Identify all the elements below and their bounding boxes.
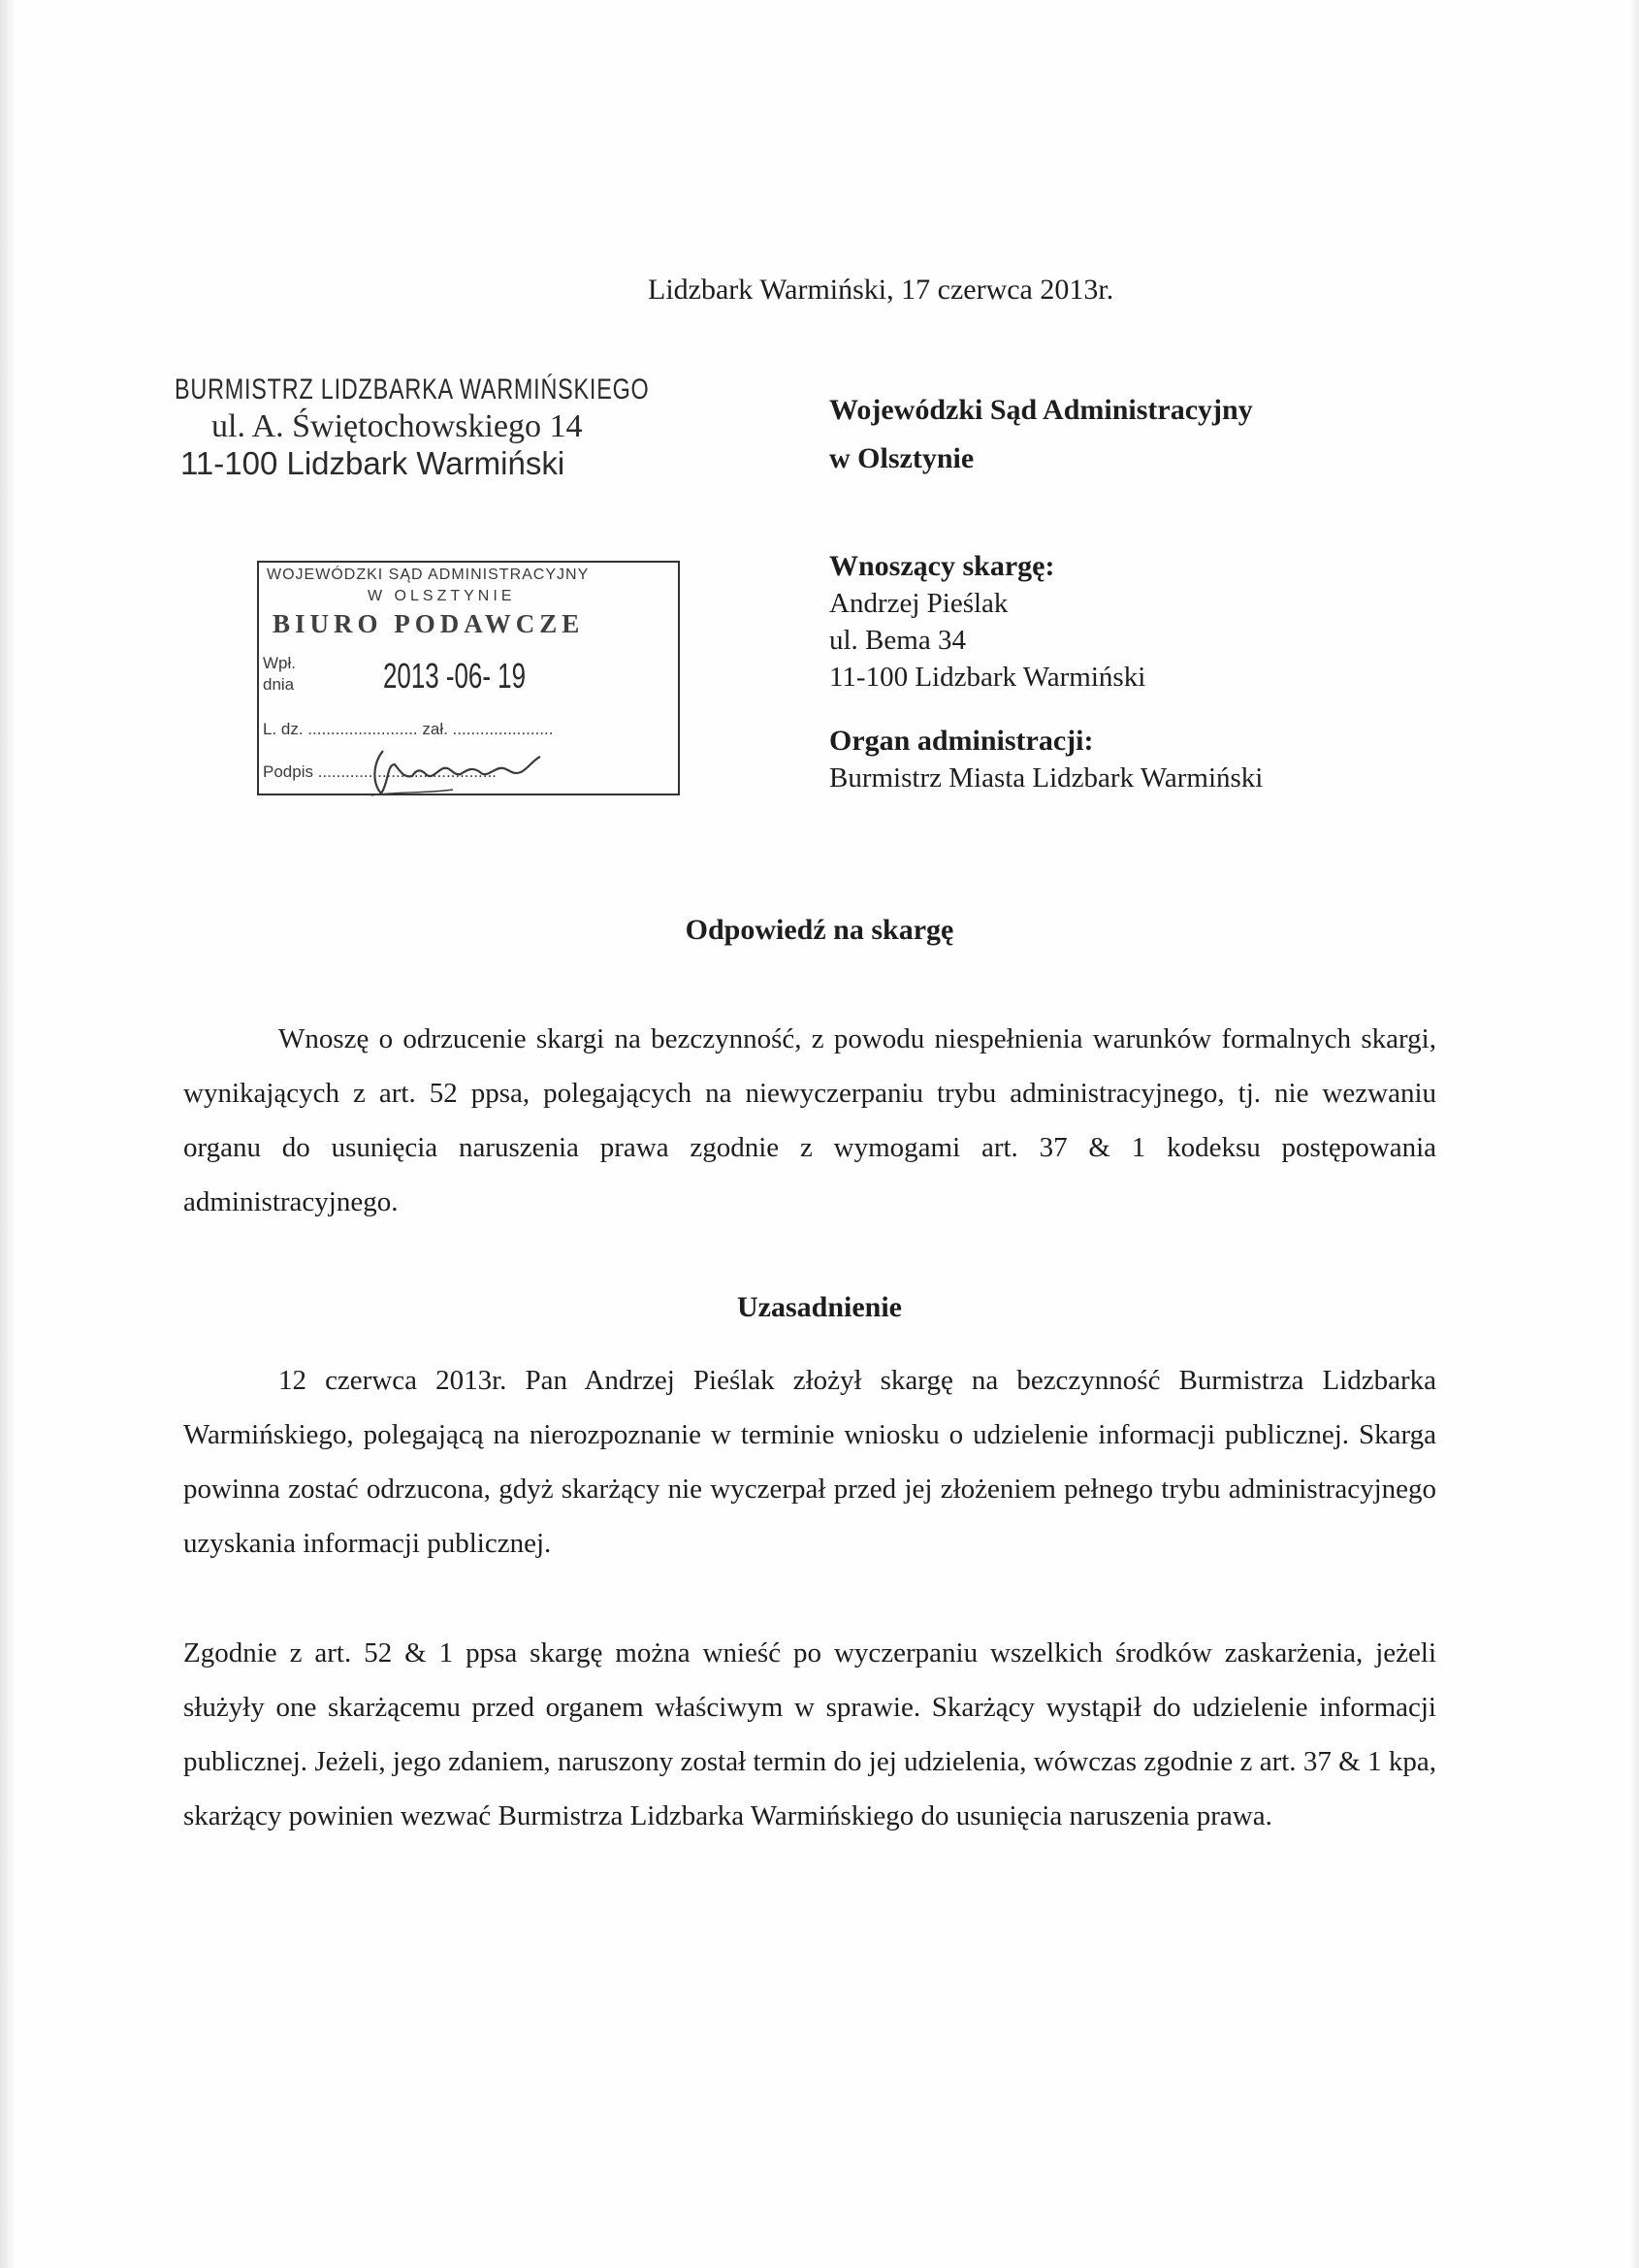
justification-text-2: Zgodnie z art. 52 & 1 ppsa skargę można wnieść po wyczerpaniu wszelkich środków zaskarżenia, jeżeli służyły one skarżącemu przed organem właściwym w sprawie. Skarżący wystąpił do udzielenie informacji publicznej. Jeżeli, jego zdaniem, naruszony został termin do jej udzielenia, wówczas zgodnie z art. 37 & 1 kpa, skarżący powinien wezwać Burmistrza Lidzbarka Warmińskiego do usunięcia naruszenia prawa. [183,1637,1436,1831]
handwritten-signature [366,743,550,801]
court-stamp-signature-line: Podpis ....................................... [263,762,497,781]
response-title: Odpowiedź na skargę [685,914,954,946]
recipient-city: w Olsztynie [829,442,975,474]
sender-stamp-street: ul. A. Świętochowskiego 14 [211,408,583,444]
recipient-block [829,386,1253,483]
scan-edge-left [0,0,14,2268]
justification-paragraph-1 [183,1353,1436,1571]
justification-paragraph-2 [183,1626,1436,1843]
response-text: Wnoszę o odrzucenie skargi na bezczynność, z powodu niespełnienia warunków formalnych skargi, wynikających z art. 52 ppsa, polegających na niewyczerpaniu trybu administracyjnego, tj. nie wezwaniu organu do usunięcia naruszenia prawa zgodnie z wymogami art. 37 & 1 kodeksu postępowania administracyjnego. [183,1023,1436,1217]
court-stamp-dnia-label: dnia [263,675,295,694]
complainant-name: Andrzej Pieślak [829,588,1009,619]
court-stamp-court: WOJEWÓDZKI SĄD ADMINISTRACYJNY [267,567,590,583]
complainant-city: 11-100 Lidzbark Warmiński [829,662,1146,693]
sender-stamp-city: 11-100 Lidzbark Warmiński [180,445,565,481]
recipient-court: Wojewódzki Sąd Administracyjny [829,394,1253,426]
complainant-heading: Wnoszący skargę: [829,550,1055,582]
court-stamp-office: BIURO PODAWCZE [273,609,585,638]
court-stamp-date: 2013 -06- 19 [383,656,526,696]
justification-title: Uzasadnienie [736,1291,902,1323]
complainant-street: ul. Bema 34 [829,625,966,656]
court-receipt-stamp [257,561,680,795]
justification-text-1: 12 czerwca 2013r. Pan Andrzej Pieślak złożył skargę na bezczynność Burmistrza Lidzbarka Warmińskiego, polegającą na nierozpoznanie w terminie wniosku o udzielenie informacji publicznej. Skarga powinna zostać odrzucona, gdyż skarżący nie wyczerpał przed jej złożeniem pełnego trybu administracyjnego uzyskania informacji publicznej. [183,1365,1436,1559]
court-stamp-city: W OLSZTYNIE [368,588,516,604]
sender-stamp-title: BURMISTRZ LIDZBARKA WARMIŃSKIEGO [175,373,650,405]
scan-edge-right [1629,0,1639,2268]
authority-heading: Organ administracji: [829,725,1094,757]
court-stamp-ldz-line: L. dz. ........................ zał. ...................... [263,720,554,738]
parties-block [829,548,1263,796]
court-stamp-wpl-label: Wpł. [263,654,296,672]
authority-name: Burmistrz Miasta Lidzbark Warmiński [829,762,1264,794]
sender-stamp [175,373,650,482]
response-paragraph [183,1012,1436,1229]
date-line: Lidzbark Warmiński, 17 czerwca 2013r. [648,274,1114,306]
